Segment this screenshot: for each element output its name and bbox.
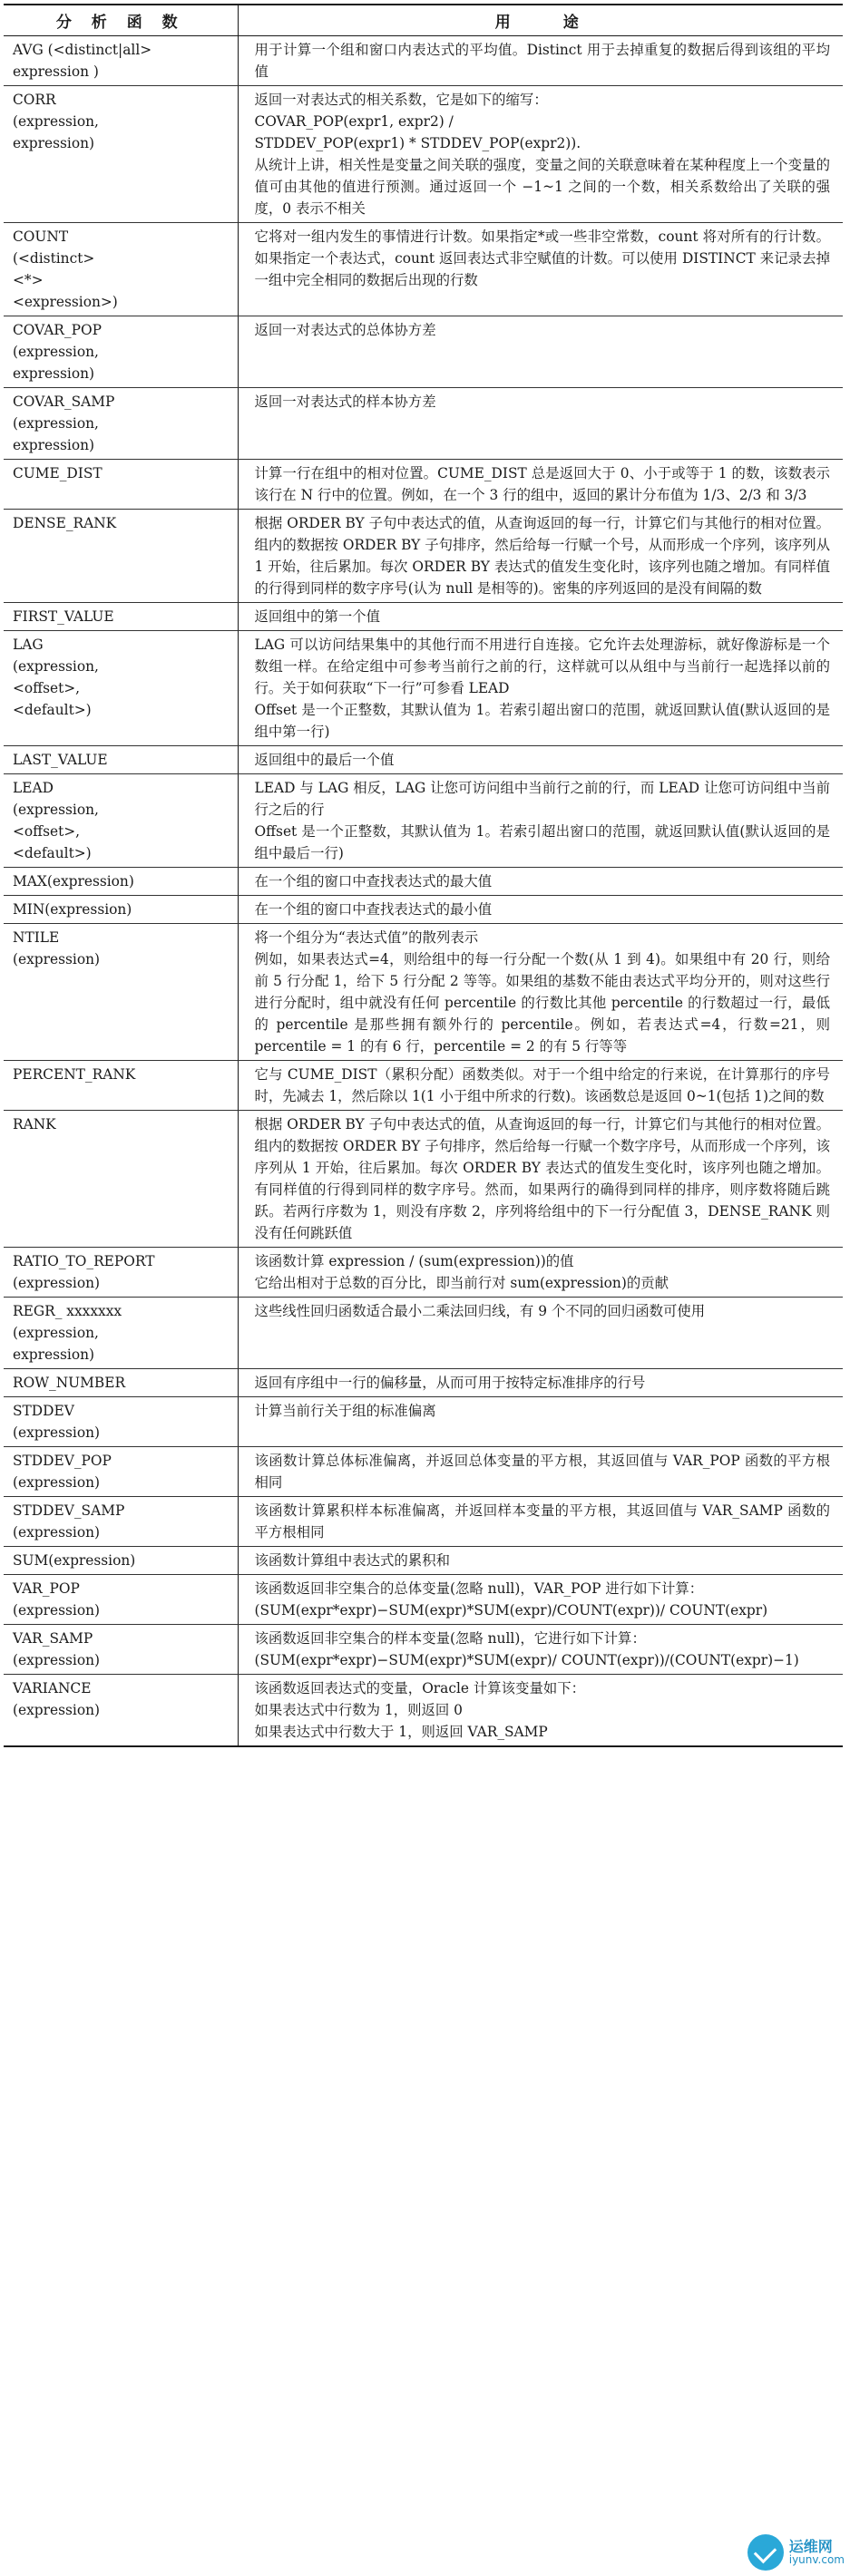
function-signature-line: PERCENT_RANK <box>13 1066 136 1083</box>
purpose-text: COVAR_POP(expr1, expr2) / <box>254 113 454 130</box>
table-row <box>4 223 843 316</box>
purpose-text: 计算一行在组中的相对位置。CUME_DIST 总是返回大于 0、小于或等于 1 的数，该数表示该行在 N 行中的位置。例如，在一个 3 行的组中，返回的累计分布值为 1/3、2/3 和 3/3 <box>254 465 830 503</box>
function-cell <box>4 924 238 1061</box>
purpose-cell <box>238 510 843 603</box>
function-signature-line: (expression) <box>13 1602 101 1619</box>
function-signature-line: VARIANCE <box>13 1680 92 1696</box>
table-row <box>4 1675 843 1747</box>
function-signature-line: ROW_NUMBER <box>13 1375 126 1391</box>
function-cell <box>4 1111 238 1248</box>
watermark-url: iyunv.com <box>788 2553 845 2567</box>
purpose-text: 该函数计算总体标准偏离，并返回总体变量的平方根，其返回值与 VAR_POP 函数的平方根相同 <box>254 1453 830 1491</box>
function-signature-line: <expression>) <box>13 294 118 310</box>
purpose-cell <box>238 1547 843 1575</box>
purpose-cell <box>238 86 843 223</box>
function-cell <box>4 1061 238 1111</box>
table-row <box>4 1298 843 1369</box>
purpose-text: 该函数返回非空集合的样本变量(忽略 null)，它进行如下计算： <box>254 1630 646 1647</box>
table-row <box>4 1547 843 1575</box>
purpose-cell <box>238 603 843 631</box>
function-signature-line: (<distinct> <box>13 250 95 267</box>
purpose-text: 从统计上讲，相关性是变量之间关联的强度，变量之间的关联意味着在某种程度上一个变量的值可由其他的值进行预测。通过返回一个 −1~1 之间的一个数，相关系数给出了关联的强度，0 表示不相关 <box>254 157 830 217</box>
purpose-text: LEAD 与 LAG 相反，LAG 让您可访问组中当前行之前的行，而 LEAD 让您可访问组中当前行之后的行 <box>254 780 830 818</box>
function-signature-line: AVG (<distinct|all> <box>13 42 152 58</box>
purpose-text: 它与 CUME_DIST（累积分配）函数类似。对于一个组中给定的行来说，在计算那行的序号时，先减去 1，然后除以 1(1 小于组中所求的行数)。该函数总是返回 0~1(包括 1)之间的数 <box>254 1066 830 1104</box>
function-signature-line: (expression) <box>13 1524 101 1541</box>
purpose-cell <box>238 1369 843 1397</box>
purpose-cell <box>238 1575 843 1625</box>
purpose-text: 返回组中的最后一个值 <box>254 752 395 768</box>
function-cell <box>4 1547 238 1575</box>
function-cell <box>4 774 238 868</box>
function-signature-line: STDDEV_POP <box>13 1453 112 1469</box>
purpose-text: 该函数返回表达式的变量，Oracle 计算该变量如下： <box>254 1680 586 1696</box>
function-signature-line: <default>) <box>13 702 92 718</box>
function-signature-line: CORR <box>13 92 56 108</box>
watermark <box>747 2534 845 2571</box>
purpose-text: 返回一对表达式的总体协方差 <box>254 322 436 338</box>
function-signature-line: COVAR_SAMP <box>13 394 115 410</box>
function-signature-line: FIRST_VALUE <box>13 608 114 625</box>
table-row <box>4 1575 843 1625</box>
function-signature-line: (expression) <box>13 1702 101 1718</box>
function-signature-line: MIN(expression) <box>13 901 132 918</box>
function-signature-line: expression) <box>13 135 95 151</box>
function-signature-line: VAR_SAMP <box>13 1630 93 1647</box>
table-row <box>4 603 843 631</box>
purpose-cell <box>238 36 843 86</box>
purpose-text: 这些线性回归函数适合最小二乘法回归线，有 9 个不同的回归函数可使用 <box>254 1303 706 1319</box>
purpose-text: Offset 是一个正整数，其默认值为 1。若索引超出窗口的范围，就返回默认值(默认返回的是组中第一行) <box>254 702 830 740</box>
function-signature-line: MAX(expression) <box>13 873 134 889</box>
function-signature-line: REGR_ xxxxxxx <box>13 1303 122 1319</box>
table-row <box>4 86 843 223</box>
table-row <box>4 1061 843 1111</box>
purpose-text: 例如，如果表达式=4，则给组中的每一行分配一个数(从 1 到 4)。如果组中有 20 行，则给前 5 行分配 1，给下 5 行分配 2 等等。如果组的基数不能由表达式平均分开的，则对这些行进行分配时，组中就没有任何 percentile 的行数比其他 percentile 的行数超过一行，最低的 percentile 是那些拥有额外行的 percentile。例如，若表达式=4，行数=21，则 percentile = 1 的有 6 行，percentile = 2 的有 5 行等等 <box>254 951 830 1055</box>
purpose-text: STDDEV_POP(expr1) * STDDEV_POP(expr2)). <box>254 135 581 151</box>
function-cell <box>4 1575 238 1625</box>
function-signature-line: NTILE <box>13 929 60 946</box>
function-cell <box>4 388 238 460</box>
purpose-text: 返回一对表达式的相关系数，它是如下的缩写： <box>254 92 548 108</box>
purpose-text: 它将对一组内发生的事情进行计数。如果指定*或一些非空常数，count 将对所有的行计数。如果指定一个表达式，count 返回表达式非空赋值的计数。可以使用 DISTINCT 来记录去掉一组中完全相同的数据后出现的行数 <box>254 228 830 288</box>
table-row <box>4 36 843 86</box>
function-signature-line: expression) <box>13 365 95 382</box>
table-row <box>4 746 843 774</box>
purpose-cell <box>238 1248 843 1298</box>
table-row <box>4 868 843 896</box>
function-signature-line: <*> <box>13 272 44 288</box>
table-row <box>4 1497 843 1547</box>
purpose-text: 在一个组的窗口中查找表达式的最小值 <box>254 901 493 918</box>
table-row <box>4 510 843 603</box>
purpose-cell <box>238 746 843 774</box>
function-signature-line: RATIO_TO_REPORT <box>13 1253 155 1269</box>
function-cell <box>4 746 238 774</box>
purpose-text: 用于计算一个组和窗口内表达式的平均值。Distinct 用于去掉重复的数据后得到该组的平均值 <box>254 42 830 80</box>
purpose-cell <box>238 1111 843 1248</box>
purpose-text: 返回一对表达式的样本协方差 <box>254 394 436 410</box>
table-row <box>4 1369 843 1397</box>
function-signature-line: (expression, <box>13 658 99 675</box>
purpose-cell <box>238 460 843 510</box>
table-row <box>4 1397 843 1447</box>
purpose-cell <box>238 774 843 868</box>
function-signature-line: (expression) <box>13 951 101 967</box>
function-signature-line: (expression) <box>13 1424 101 1441</box>
purpose-text: 返回组中的第一个值 <box>254 608 381 625</box>
header-purpose: 用 途 <box>238 5 843 36</box>
purpose-cell <box>238 1061 843 1111</box>
table-row <box>4 774 843 868</box>
purpose-text: 将一个组分为“表达式值”的散列表示 <box>254 929 479 946</box>
purpose-text: Offset 是一个正整数，其默认值为 1。若索引超出窗口的范围，就返回默认值(默认返回的是组中最后一行) <box>254 823 830 861</box>
table-body <box>4 36 843 1747</box>
purpose-cell <box>238 388 843 460</box>
function-signature-line: (expression, <box>13 113 99 130</box>
function-cell <box>4 1298 238 1369</box>
purpose-text: 它给出相对于总数的百分比，即当前行对 sum(expression)的贡献 <box>254 1275 669 1291</box>
purpose-cell <box>238 1625 843 1675</box>
function-signature-line: STDDEV_SAMP <box>13 1502 125 1519</box>
purpose-text: 根据 ORDER BY 子句中表达式的值，从查询返回的每一行，计算它们与其他行的相对位置。组内的数据按 ORDER BY 子句排序，然后给每一行赋一个数字序号，从而形成一个序列，该序列从 1 开始，往后累加。每次 ORDER BY 表达式的值发生变化时，该序列也随之增加。有同样值的行得到同样的数字序号。然而，如果两行的确得到同样的排序，则序数将随后跳跃。若两行序数为 1，则没有序数 2，序列将给组中的下一行分配值 3，DENSE_RANK 则没有任何跳跃值 <box>254 1116 830 1241</box>
purpose-text: 该函数计算组中表达式的累积和 <box>254 1552 450 1569</box>
function-cell <box>4 1625 238 1675</box>
function-cell <box>4 868 238 896</box>
function-signature-line: STDDEV <box>13 1403 74 1419</box>
table-row <box>4 631 843 746</box>
function-signature-line: (expression, <box>13 802 99 818</box>
purpose-cell <box>238 316 843 388</box>
purpose-text: 返回有序组中一行的偏移量，从而可用于按特定标准排序的行号 <box>254 1375 646 1391</box>
purpose-text: LAG 可以访问结果集中的其他行而不用进行自连接。它允许去处理游标，就好像游标是一个数组一样。在给定组中可参考当前行之前的行，这样就可以从组中与当前行一起选择以前的行。关于如何获取“下一行”可参看 LEAD <box>254 637 830 696</box>
purpose-cell <box>238 1397 843 1447</box>
table-row <box>4 924 843 1061</box>
table-row <box>4 896 843 924</box>
function-cell <box>4 1675 238 1747</box>
purpose-cell <box>238 1675 843 1747</box>
function-cell <box>4 316 238 388</box>
table-row <box>4 1111 843 1248</box>
function-signature-line: (expression) <box>13 1652 101 1668</box>
function-cell <box>4 896 238 924</box>
function-cell <box>4 1248 238 1298</box>
purpose-text: 在一个组的窗口中查找表达式的最大值 <box>254 873 493 889</box>
purpose-text: 该函数返回非空集合的总体变量(忽略 null)，VAR_POP 进行如下计算： <box>254 1580 704 1597</box>
function-signature-line: (expression) <box>13 1474 101 1491</box>
purpose-cell <box>238 896 843 924</box>
purpose-text: 该函数计算 expression / (sum(expression))的值 <box>254 1253 574 1269</box>
purpose-cell <box>238 924 843 1061</box>
function-cell <box>4 86 238 223</box>
purpose-text: 计算当前行关于组的标准偏离 <box>254 1403 436 1419</box>
function-signature-line: CUME_DIST <box>13 465 103 481</box>
purpose-cell <box>238 631 843 746</box>
function-signature-line: <offset>, <box>13 680 81 696</box>
function-signature-line: VAR_POP <box>13 1580 80 1597</box>
purpose-text: (SUM(expr*expr)−SUM(expr)*SUM(expr)/ COUNT(expr))/(COUNT(expr)−1) <box>254 1652 799 1668</box>
purpose-text: 如果表达式中行数为 1，则返回 0 <box>254 1702 463 1718</box>
function-signature-line: expression) <box>13 1346 95 1363</box>
function-signature-line: (expression, <box>13 415 99 432</box>
table-row <box>4 316 843 388</box>
function-signature-line: COVAR_POP <box>13 322 102 338</box>
function-cell <box>4 1369 238 1397</box>
table-header-row <box>4 5 843 36</box>
function-signature-line: (expression, <box>13 1325 99 1341</box>
purpose-cell <box>238 223 843 316</box>
table-row <box>4 460 843 510</box>
function-signature-line: (expression) <box>13 1275 101 1291</box>
document-page <box>4 4 843 1747</box>
purpose-cell <box>238 1497 843 1547</box>
function-cell <box>4 1397 238 1447</box>
function-cell <box>4 603 238 631</box>
function-signature-line: DENSE_RANK <box>13 515 117 531</box>
function-signature-line: RANK <box>13 1116 56 1132</box>
function-signature-line: (expression, <box>13 344 99 360</box>
function-cell <box>4 631 238 746</box>
purpose-cell <box>238 1298 843 1369</box>
table-row <box>4 1447 843 1497</box>
function-signature-line: COUNT <box>13 228 69 245</box>
function-cell <box>4 223 238 316</box>
function-signature-line: LAST_VALUE <box>13 752 108 768</box>
purpose-cell <box>238 1447 843 1497</box>
function-cell <box>4 1447 238 1497</box>
function-cell <box>4 460 238 510</box>
table-row <box>4 1248 843 1298</box>
function-signature-line: SUM(expression) <box>13 1552 136 1569</box>
purpose-cell <box>238 868 843 896</box>
function-signature-line: <default>) <box>13 845 92 861</box>
purpose-text: (SUM(expr*expr)−SUM(expr)*SUM(expr)/COUNT(expr))/ COUNT(expr) <box>254 1602 768 1619</box>
function-signature-line: <offset>, <box>13 823 81 840</box>
function-signature-line: expression) <box>13 437 95 453</box>
function-signature-line: expression ) <box>13 63 99 80</box>
analytic-functions-table <box>4 4 843 1747</box>
table-row <box>4 1625 843 1675</box>
site-logo-icon <box>747 2534 784 2571</box>
purpose-text: 根据 ORDER BY 子句中表达式的值，从查询返回的每一行，计算它们与其他行的相对位置。组内的数据按 ORDER BY 子句排序，然后给每一行赋一个号，从而形成一个序列，该序列从 1 开始，往后累加。每次 ORDER BY 表达式的值发生变化时，该序列也随之增加。有同样值的行得到同样的数字序号(认为 null 是相等的)。密集的序列返回的是没有间隔的数 <box>254 515 830 597</box>
function-signature-line: LAG <box>13 637 44 653</box>
function-cell <box>4 1497 238 1547</box>
function-signature-line: LEAD <box>13 780 54 796</box>
watermark-site-name: 运维网 <box>788 2537 833 2555</box>
table-row <box>4 388 843 460</box>
purpose-text: 该函数计算累积样本标准偏离，并返回样本变量的平方根，其返回值与 VAR_SAMP 函数的平方根相同 <box>254 1502 830 1541</box>
header-function: 分 析 函 数 <box>4 5 238 36</box>
purpose-text: 如果表达式中行数大于 1，则返回 VAR_SAMP <box>254 1724 548 1740</box>
function-cell <box>4 36 238 86</box>
function-cell <box>4 510 238 603</box>
